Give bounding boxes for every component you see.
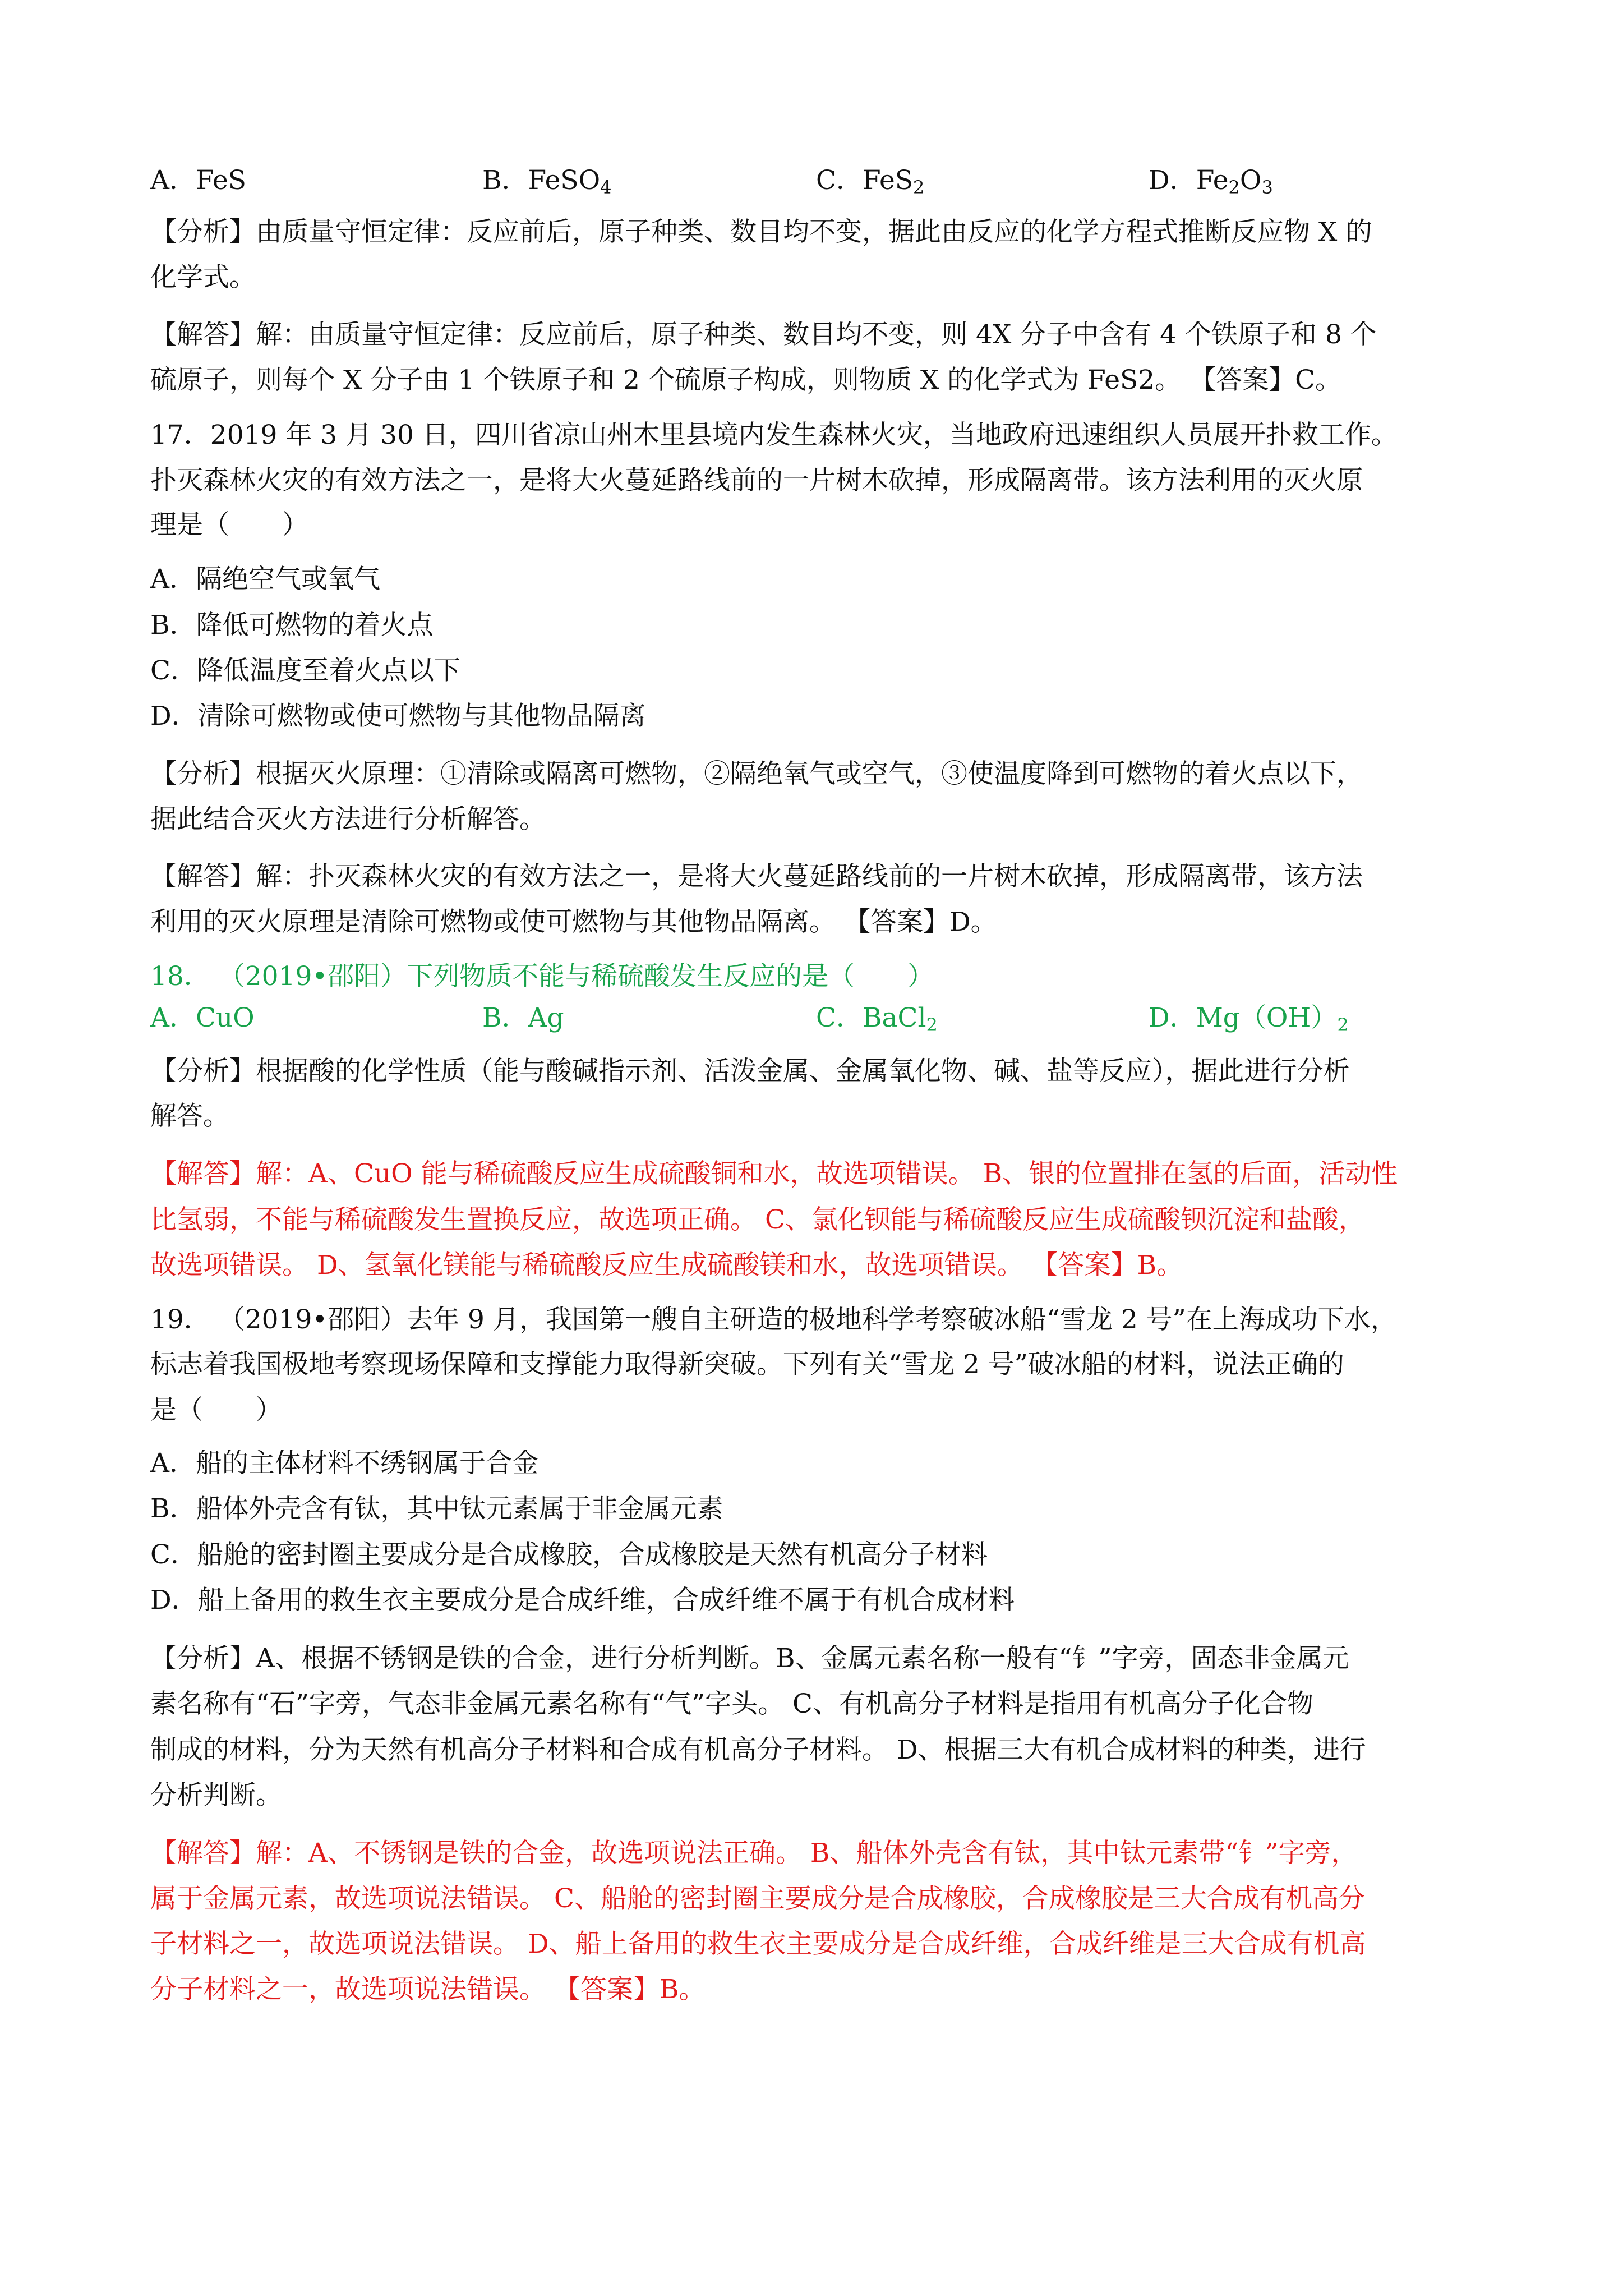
q18-analysis-line: 解答。 <box>150 1101 229 1131</box>
q17-option-d: D．清除可燃物或使可燃物与其他物品隔离 <box>150 701 646 731</box>
q19-answer-line: 属于金属元素，故选项说法错误。 C、船舱的密封圈主要成分是合成橡胶，合成橡胶是三大合成有机高分 <box>150 1883 1365 1914</box>
q17-stem-line: 17．2019 年 3 月 30 日，四川省凉山州木里县境内发生森林火灾，当地政府迅速组织人员展开扑救工作。 <box>150 420 1398 450</box>
q19-answer-line: 【解答】解：A、不锈钢是铁的合金，故选项说法正确。 B、船体外壳含有钛，其中钛元素带“钅”字旁， <box>150 1838 1358 1869</box>
q18-answer-line: 【解答】解：A、CuO 能与稀硫酸反应生成硫酸铜和水，故选项错误。 B、银的位置排在氢的后面，活动性 <box>150 1158 1398 1189</box>
q17-analysis-line: 据此结合灭火方法进行分析解答。 <box>150 804 546 835</box>
q18-option-b <box>482 1001 564 1035</box>
q17-option-c: C．降低温度至着火点以下 <box>150 655 460 686</box>
q18-analysis-line: 【分析】根据酸的化学性质（能与酸碱指示剂、活泼金属、金属氧化物、碱、盐等反应），据此进行分析 <box>150 1056 1350 1087</box>
option-text: FeS <box>862 165 914 196</box>
option-text: Fe <box>1196 165 1229 196</box>
option-letter: B． <box>482 165 528 196</box>
q19-analysis-line: 分析判断。 <box>150 1780 282 1811</box>
q17-answer-line: 【解答】解：扑灭森林火灾的有效方法之一，是将大火蔓延路线前的一片树木砍掉，形成隔离带，该方法 <box>150 861 1363 892</box>
option-letter: B． <box>482 1002 528 1033</box>
q19-option-b: B．船体外壳含有钛，其中钛元素属于非金属元素 <box>150 1493 723 1524</box>
option-letter: D． <box>1149 165 1196 196</box>
option-text: BaCl <box>862 1002 926 1033</box>
q19-analysis-line: 素名称有“石”字旁，气态非金属元素名称有“气”字头。 C、有机高分子材料是指用有机高分子化合物 <box>150 1688 1314 1719</box>
q17-option-b: B．降低可燃物的着火点 <box>150 610 434 641</box>
q19-option-a: A．船的主体材料不绣钢属于合金 <box>150 1448 538 1479</box>
q19-stem-line: 19． （2019•邵阳）去年 9 月，我国第一艘自主研造的极地科学考察破冰船“雪龙 2 号”在上海成功下水， <box>150 1304 1397 1335</box>
q16-option-c <box>816 164 924 197</box>
q16-analysis-line: 化学式。 <box>150 262 256 293</box>
q16-answer-line: 【解答】解：由质量守恒定律：反应前后，原子种类、数目均不变，则 4X 分子中含有 4 个铁原子和 8 个 <box>150 319 1377 350</box>
q19-option-c: C．船舱的密封圈主要成分是合成橡胶，合成橡胶是天然有机高分子材料 <box>150 1539 988 1570</box>
q17-option-a: A．隔绝空气或氧气 <box>150 564 380 595</box>
q18-answer-line: 比氢弱，不能与稀硫酸发生置换反应，故选项正确。 C、氯化钡能与稀硫酸反应生成硫酸钡沉淀和盐酸， <box>150 1204 1365 1235</box>
option-text: CuO <box>195 1002 255 1033</box>
option-text: Ag <box>528 1002 564 1033</box>
option-subscript: 2 <box>926 1014 938 1036</box>
option-letter: C． <box>816 1002 863 1033</box>
q19-answer-line: 子材料之一，故选项说法错误。 D、船上备用的救生衣主要成分是合成纤维，合成纤维是三大合成有机高 <box>150 1929 1366 1959</box>
option-subscript: 4 <box>600 177 612 198</box>
option-subscript: 2 <box>1228 177 1240 198</box>
q19-analysis-line: 【分析】A、根据不锈钢是铁的合金，进行分析判断。B、金属元素名称一般有“钅”字旁，固态非金属元 <box>150 1643 1349 1674</box>
option-text: FeS <box>195 165 247 196</box>
option-letter: C． <box>816 165 863 196</box>
option-letter: A． <box>150 1002 196 1033</box>
option-letter: D． <box>1149 1002 1196 1033</box>
option-subscript: 2 <box>1337 1014 1349 1036</box>
q16-answer-line: 硫原子，则每个 X 分子由 1 个铁原子和 2 个硫原子构成，则物质 X 的化学式为 FeS2。 【答案】C。 <box>150 365 1342 395</box>
q19-option-d: D．船上备用的救生衣主要成分是合成纤维，合成纤维不属于有机合成材料 <box>150 1585 1015 1616</box>
q19-answer-line: 分子材料之一，故选项说法错误。 【答案】B。 <box>150 1974 706 2005</box>
q16-option-b <box>482 164 612 197</box>
q18-option-c <box>816 1001 938 1035</box>
q17-analysis-line: 【分析】根据灭火原理：①清除或隔离可燃物，②隔绝氧气或空气，③使温度降到可燃物的着火点以下， <box>150 758 1363 789</box>
q18-answer-line: 故选项错误。 D、氢氧化镁能与稀硫酸反应生成硫酸镁和水，故选项错误。 【答案】B。 <box>150 1250 1183 1281</box>
q18-option-a <box>150 1001 255 1035</box>
q17-stem-line: 理是（ ） <box>150 509 308 540</box>
q19-stem-line: 标志着我国极地考察现场保障和支撑能力取得新突破。下列有关“雪龙 2 号”破冰船的材料，说法正确的 <box>150 1349 1344 1380</box>
option-text: FeSO <box>528 165 601 196</box>
option-text: O <box>1239 165 1262 196</box>
option-subscript: 2 <box>913 177 925 198</box>
q18-stem: 18． （2019•邵阳）下列物质不能与稀硫酸发生反应的是（ ） <box>150 961 934 992</box>
option-text: Mg（OH） <box>1196 1002 1338 1033</box>
q16-option-d <box>1149 164 1273 197</box>
q19-stem-line: 是（ ） <box>150 1395 282 1425</box>
q18-option-d <box>1149 1001 1349 1035</box>
q17-answer-line: 利用的灭火原理是清除可燃物或使可燃物与其他物品隔离。 【答案】D。 <box>150 907 997 937</box>
q16-analysis-line: 【分析】由质量守恒定律：反应前后，原子种类、数目均不变，据此由反应的化学方程式推断反应物 X 的 <box>150 217 1372 247</box>
q17-stem-line: 扑灭森林火灾的有效方法之一，是将大火蔓延路线前的一片树木砍掉，形成隔离带。该方法利用的灭火原 <box>150 465 1363 496</box>
option-letter: A． <box>150 165 196 196</box>
option-subscript: 3 <box>1261 177 1273 198</box>
q19-analysis-line: 制成的材料，分为天然有机高分子材料和合成有机高分子材料。 D、根据三大有机合成材料的种类，进行 <box>150 1734 1366 1765</box>
q16-option-a <box>150 164 246 197</box>
